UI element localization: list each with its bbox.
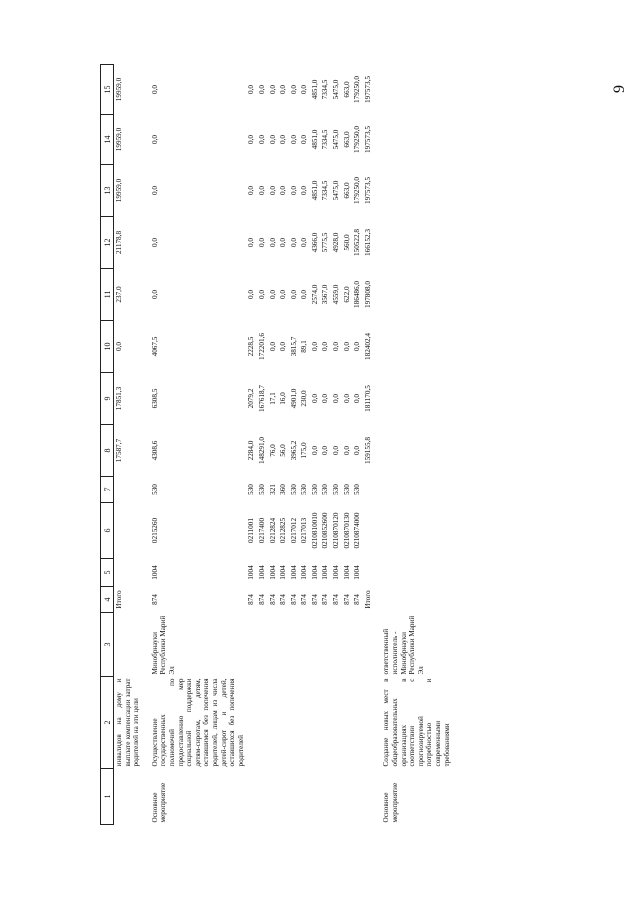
table-cell-col-4: 874 [342, 594, 351, 605]
table-row [310, 65, 321, 825]
col-header: 12 [101, 217, 114, 269]
table-cell-col-12: 166152,3 [363, 229, 372, 256]
table-cell-col-13: 0,0 [257, 186, 266, 195]
table-cell-col-7: 530 [310, 484, 319, 495]
table-cell-col-12: 0,0 [289, 238, 298, 247]
table-cell-col-2: инвалидов на дому и выплате компенсации затрат родителей на эти цели [115, 678, 141, 767]
table-cell-col-9: 0,0 [332, 394, 341, 403]
table-cell-col-3: Минобрнауки Республики Марий Эл [150, 615, 176, 675]
table-cell-col-1 [342, 769, 353, 825]
table-cell-col-3 [342, 613, 353, 677]
col-header: 15 [101, 65, 114, 115]
table-cell-col-4: Итого [115, 590, 123, 609]
table-cell-col-3 [363, 613, 374, 677]
table-cell-col-12: 4366,0 [310, 232, 319, 253]
table-cell-col-15: 0,0 [268, 85, 277, 94]
table-cell-col-7 [363, 477, 374, 503]
table-row [381, 65, 452, 825]
col-header: 14 [101, 115, 114, 165]
col-header: 13 [101, 165, 114, 217]
table-cell-col-5: 1004 [300, 565, 309, 580]
table-cell-col-13: 0,0 [247, 186, 256, 195]
table-cell-col-3 [278, 613, 289, 677]
table-cell-col-11: 0,0 [268, 290, 277, 299]
table-cell-col-4: Итого [363, 590, 372, 609]
table-cell-col-10: 0,0 [321, 342, 330, 351]
budget-table [100, 64, 452, 825]
row-spacer-cell [373, 65, 381, 825]
table-cell-col-7: 530 [257, 484, 266, 495]
col-header: 3 [101, 613, 114, 677]
table-cell-col-6: 0217012 [289, 517, 298, 544]
table-cell-col-12: 560,0 [342, 234, 351, 251]
table-cell-col-15: 7334,5 [321, 79, 330, 100]
table-cell-col-11: 0,0 [257, 290, 266, 299]
table-row [352, 65, 363, 825]
table-cell-col-14: 4851,0 [310, 129, 319, 150]
table-cell-col-7: 321 [268, 484, 277, 495]
table-cell-col-13: 663,0 [342, 182, 351, 199]
table-cell-col-9 [381, 373, 452, 425]
table-cell-col-2 [310, 677, 321, 769]
table-cell-col-2 [289, 677, 300, 769]
table-cell-col-2: Создание новых мест в общеобразовательных организациях в соответствии с прогнозируемой потребностью и современными требованиями [382, 678, 451, 767]
table-cell-col-13: 0,0 [300, 186, 309, 195]
table-cell-col-4 [381, 587, 452, 613]
table-cell-col-14: 0,0 [268, 135, 277, 144]
table-cell-col-5: 1004 [321, 565, 330, 580]
table-cell-col-15: 179250,0 [353, 76, 362, 103]
table-cell-col-3 [310, 613, 321, 677]
table-cell-col-10: 2228,5 [247, 336, 256, 357]
table-cell-col-12: 4928,0 [332, 232, 341, 253]
table-cell-col-15 [381, 65, 452, 115]
table-cell-col-5: 1004 [268, 565, 277, 580]
table-cell-col-15: 0,0 [300, 85, 309, 94]
table-cell-col-13: 19959,0 [115, 178, 123, 203]
table-cell-col-1 [352, 769, 363, 825]
table-cell-col-9: 167618,7 [257, 385, 266, 412]
table-row [320, 65, 331, 825]
table-cell-col-4: 874 [150, 594, 159, 605]
table-row [289, 65, 300, 825]
table-cell-col-11: 2574,0 [310, 284, 319, 305]
table-cell-col-5 [363, 559, 374, 587]
table-cell-col-15: 5475,0 [332, 79, 341, 100]
table-cell-col-8 [381, 425, 452, 477]
table-cell-col-6 [114, 503, 142, 559]
table-row [257, 65, 268, 825]
table-cell-col-3 [331, 613, 342, 677]
table-cell-col-2: Осуществление государственных полномочий по предоставлению мер социальной поддержки детям-сиротам, детям, оставшимся без попечения родителей, лицам из числа детей-сирот и детей, оставшихся без попечения родителей [150, 678, 245, 767]
table-cell-col-13: 0,0 [150, 186, 159, 195]
table-cell-col-9: 0,0 [321, 394, 330, 403]
table-cell-col-6: 0217400 [257, 517, 266, 544]
table-cell-col-11: 4559,0 [332, 284, 341, 305]
table-cell-col-8: 76,0 [268, 444, 277, 457]
table-cell-col-11: 186486,0 [353, 281, 362, 308]
table-cell-col-2 [268, 677, 279, 769]
table-cell-col-1: Основное мероприятие [150, 782, 168, 823]
table-cell-col-3 [114, 613, 142, 677]
table-cell-col-4: 874 [310, 594, 319, 605]
col-header: 11 [101, 269, 114, 321]
table-cell-col-12: 0,0 [150, 238, 159, 247]
table-cell-col-6: 0210870120 [332, 512, 341, 549]
table-cell-col-14: 0,0 [257, 135, 266, 144]
col-header: 1 [101, 769, 114, 825]
table-cell-col-14: 0,0 [279, 135, 288, 144]
table-cell-col-11: 3567,0 [321, 284, 330, 305]
table-cell-col-9: 181170,5 [363, 385, 372, 412]
table-cell-col-9: 17851,3 [115, 386, 123, 411]
table-cell-col-2 [257, 677, 268, 769]
table-cell-col-14: 5475,0 [332, 129, 341, 150]
table-cell-col-14: 663,0 [342, 131, 351, 148]
table-cell-col-13: 197573,5 [363, 177, 372, 204]
table-cell-col-6: 0210810010 [310, 512, 319, 549]
table-cell-col-9: 0,0 [342, 394, 351, 403]
table-cell-col-10 [381, 321, 452, 373]
table-body [114, 65, 453, 825]
table-cell-col-2 [278, 677, 289, 769]
table-cell-col-9: 230,0 [300, 390, 309, 407]
table-row [299, 65, 310, 825]
table-cell-col-8: 2284,0 [247, 440, 256, 461]
table-cell-col-2 [246, 677, 257, 769]
table-cell-col-3 [299, 613, 310, 677]
table-cell-col-13: 5475,0 [332, 180, 341, 201]
table-cell-col-10: 4067,5 [150, 336, 159, 357]
table-cell-col-7: 530 [300, 484, 309, 495]
table-cell-col-7: 530 [289, 484, 298, 495]
table-cell-col-1 [331, 769, 342, 825]
table-cell-col-1 [363, 769, 374, 825]
table-cell-col-4: 874 [321, 594, 330, 605]
page-number: 9 [611, 85, 628, 93]
table-cell-col-8: 159155,8 [363, 437, 372, 464]
table-cell-col-5: 1004 [342, 565, 351, 580]
table-cell-col-13: 4851,0 [310, 180, 319, 201]
table-cell-col-9: 0,0 [353, 394, 362, 403]
table-cell-col-2 [363, 677, 374, 769]
table-cell-col-6: 0210852600 [321, 512, 330, 549]
table-cell-col-7: 530 [353, 484, 362, 495]
table-cell-col-5: 1004 [247, 565, 256, 580]
table-cell-col-13: 179250,0 [353, 177, 362, 204]
table-cell-col-1 [289, 769, 300, 825]
table-cell-col-8: 0,0 [332, 446, 341, 455]
table-cell-col-6: 0210874000 [353, 512, 362, 549]
table-cell-col-11: 622,0 [342, 286, 351, 303]
table-cell-col-11 [381, 269, 452, 321]
row-spacer [373, 65, 381, 825]
table-cell-col-6: 0212825 [279, 517, 288, 544]
table-cell-col-9: 16,0 [279, 392, 288, 405]
table-cell-col-12 [381, 217, 452, 269]
table-cell-col-3 [352, 613, 363, 677]
table-cell-col-6 [381, 503, 452, 559]
table-row [342, 65, 353, 825]
table-cell-col-7: 360 [279, 484, 288, 495]
table-cell-col-8: 0,0 [310, 446, 319, 455]
table-cell-col-1 [299, 769, 310, 825]
table-cell-col-10: 89,1 [300, 340, 309, 353]
row-spacer [142, 65, 150, 825]
col-header: 7 [101, 477, 114, 503]
table-cell-col-2 [331, 677, 342, 769]
table-cell-col-14: 197573,5 [363, 126, 372, 153]
table-cell-col-15: 0,0 [289, 85, 298, 94]
table-cell-col-12: 0,0 [300, 238, 309, 247]
table-cell-col-9: 2079,2 [247, 388, 256, 409]
table-cell-col-4: 874 [289, 594, 298, 605]
table-cell-col-8: 17587,7 [115, 438, 123, 463]
table-cell-col-11: 237,0 [115, 286, 123, 303]
table-cell-col-15: 0,0 [150, 85, 159, 94]
table-cell-col-5: 1004 [310, 565, 319, 580]
table-cell-col-12: 150522,8 [353, 229, 362, 256]
table-cell-col-7: 530 [150, 484, 159, 495]
table-cell-col-12: 0,0 [279, 238, 288, 247]
table-cell-col-1 [310, 769, 321, 825]
table-cell-col-5: 1004 [257, 565, 266, 580]
table-cell-col-11: 197808,0 [363, 281, 372, 308]
table-cell-col-8: 148291,0 [257, 437, 266, 464]
table-cell-col-13: 0,0 [289, 186, 298, 195]
table-cell-col-14: 0,0 [247, 135, 256, 144]
table-cell-col-1 [246, 769, 257, 825]
table-cell-col-13: 0,0 [279, 186, 288, 195]
table-cell-col-12: 0,0 [247, 238, 256, 247]
row-spacer-cell [142, 65, 150, 825]
col-header: 2 [101, 677, 114, 769]
table-header-row [101, 65, 114, 825]
table-cell-col-11: 0,0 [300, 290, 309, 299]
col-header: 6 [101, 503, 114, 559]
table-cell-col-6 [363, 503, 374, 559]
table-cell-col-3 [268, 613, 279, 677]
table-row [278, 65, 289, 825]
table-cell-col-13: 7334,5 [321, 180, 330, 201]
table-cell-col-15: 0,0 [247, 85, 256, 94]
table-cell-col-6: 0210870130 [342, 512, 351, 549]
table-cell-col-4: 874 [279, 594, 288, 605]
table-cell-col-1 [278, 769, 289, 825]
table-cell-col-4: 874 [247, 594, 256, 605]
table-cell-col-15: 663,0 [342, 81, 351, 98]
table-cell-col-4: 874 [268, 594, 277, 605]
table-cell-col-10: 0,0 [279, 342, 288, 351]
table-wrapper [100, 65, 535, 825]
table-cell-col-13: 0,0 [268, 186, 277, 195]
table-cell-col-10: 0,0 [310, 342, 319, 351]
table-cell-col-8: 0,0 [321, 446, 330, 455]
col-header: 9 [101, 373, 114, 425]
table-cell-col-2 [320, 677, 331, 769]
table-cell-col-7 [381, 477, 452, 503]
table-cell-col-5: 1004 [332, 565, 341, 580]
table-cell-col-7: 530 [342, 484, 351, 495]
table-cell-col-9: 6308,5 [150, 388, 159, 409]
table-cell-col-3 [320, 613, 331, 677]
table-cell-col-6: 0217013 [300, 517, 309, 544]
table-cell-col-10: 3815,7 [289, 336, 298, 357]
table-cell-col-10: 0,0 [115, 342, 123, 351]
table-cell-col-11: 0,0 [247, 290, 256, 299]
table-cell-col-6: 0211001 [247, 518, 256, 543]
table-cell-col-6: 0215260 [150, 517, 159, 544]
table-row [268, 65, 279, 825]
table-cell-col-4: 874 [353, 594, 362, 605]
table-cell-col-8: 56,0 [279, 444, 288, 457]
col-header: 10 [101, 321, 114, 373]
table-cell-col-8: 0,0 [342, 446, 351, 455]
table-cell-col-10: 0,0 [268, 342, 277, 351]
table-rotation-frame [100, 65, 535, 825]
table-cell-col-5: 1004 [289, 565, 298, 580]
table-cell-col-4: 874 [332, 594, 341, 605]
table-row [150, 65, 247, 825]
table-cell-col-7: 530 [247, 484, 256, 495]
table-cell-col-15: 19959,0 [115, 77, 123, 102]
table-cell-col-1: Основное мероприятие [382, 782, 400, 823]
col-header: 8 [101, 425, 114, 477]
table-row [246, 65, 257, 825]
table-cell-col-11: 0,0 [279, 290, 288, 299]
table-row [363, 65, 374, 825]
table-cell-col-9: 17,1 [268, 392, 277, 405]
table-cell-col-10: 0,0 [332, 342, 341, 351]
table-cell-col-8: 0,0 [353, 446, 362, 455]
table-row [331, 65, 342, 825]
table-cell-col-1 [320, 769, 331, 825]
table-cell-col-10: 0,0 [342, 342, 351, 351]
table-cell-col-14 [381, 115, 452, 165]
table-cell-col-5: 1004 [150, 565, 159, 580]
table-cell-col-1 [268, 769, 279, 825]
table-cell-col-14: 0,0 [150, 135, 159, 144]
table-cell-col-5 [114, 559, 142, 587]
table-cell-col-8: 4308,6 [150, 440, 159, 461]
table-cell-col-14: 19959,0 [115, 127, 123, 152]
table-row [114, 65, 142, 825]
table-cell-col-12: 21178,8 [115, 230, 123, 255]
table-cell-col-12: 5775,5 [321, 232, 330, 253]
table-cell-col-7: 530 [332, 484, 341, 495]
col-header: 4 [101, 587, 114, 613]
table-cell-col-14: 7334,5 [321, 129, 330, 150]
table-cell-col-15: 0,0 [279, 85, 288, 94]
table-cell-col-2 [299, 677, 310, 769]
table-cell-col-15: 197573,5 [363, 76, 372, 103]
table-cell-col-9: 0,0 [310, 394, 319, 403]
table-cell-col-12: 0,0 [268, 238, 277, 247]
col-header: 5 [101, 559, 114, 587]
table-cell-col-1 [257, 769, 268, 825]
table-cell-col-15: 0,0 [257, 85, 266, 94]
table-cell-col-14: 0,0 [289, 135, 298, 144]
table-cell-col-5: 1004 [279, 565, 288, 580]
table-cell-col-3: ответственный исполнитель - Минобрнауки Республики Марий Эл [382, 615, 425, 675]
table-cell-col-3 [246, 613, 257, 677]
table-cell-col-4: 874 [300, 594, 309, 605]
table-cell-col-7: 530 [321, 484, 330, 495]
table-cell-col-10: 0,0 [353, 342, 362, 351]
table-cell-col-4: 874 [257, 594, 266, 605]
table-cell-col-9: 4901,0 [289, 388, 298, 409]
table-cell-col-1 [114, 769, 142, 825]
table-cell-col-10: 172201,6 [257, 333, 266, 360]
table-cell-col-8: 3965,2 [289, 440, 298, 461]
table-cell-col-15: 4851,0 [310, 79, 319, 100]
table-cell-col-14: 0,0 [300, 135, 309, 144]
table-cell-col-5 [381, 559, 452, 587]
table-cell-col-7 [114, 477, 142, 503]
table-cell-col-3 [289, 613, 300, 677]
table-cell-col-5: 1004 [353, 565, 362, 580]
table-cell-col-12: 0,0 [257, 238, 266, 247]
table-cell-col-11: 0,0 [289, 290, 298, 299]
table-cell-col-2 [342, 677, 353, 769]
table-cell-col-2 [352, 677, 363, 769]
table-cell-col-8: 175,0 [300, 442, 309, 459]
table-cell-col-6: 0212824 [268, 517, 277, 544]
table-cell-col-14: 179250,0 [353, 126, 362, 153]
table-cell-col-10: 182402,4 [363, 333, 372, 360]
table-cell-col-3 [257, 613, 268, 677]
table-cell-col-13 [381, 165, 452, 217]
table-cell-col-11: 0,0 [150, 290, 159, 299]
